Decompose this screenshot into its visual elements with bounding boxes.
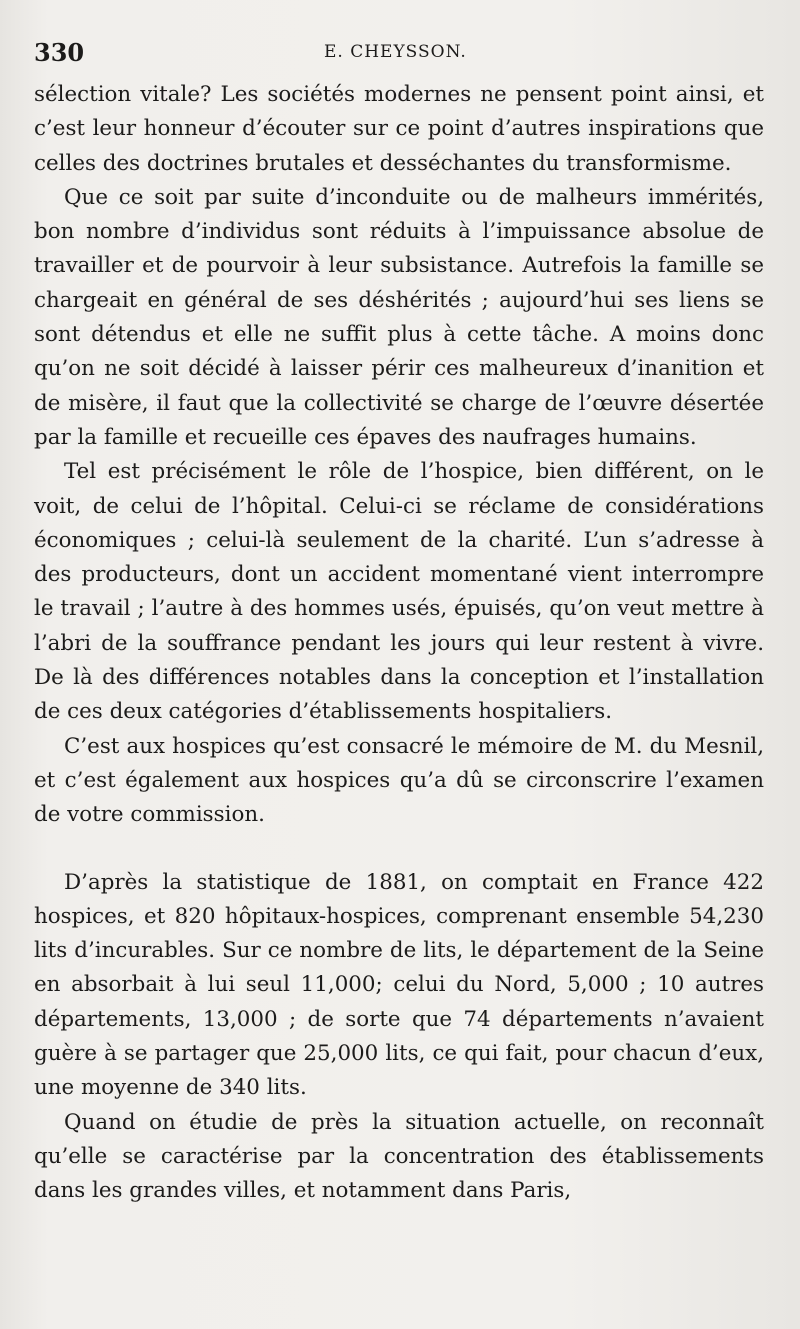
paragraph: Tel est précisément le rôle de l’hospice, bien différent, on le voit, de celui de l’hôpital. Celui-ci se réclame de considérations économiques ; celui-là seulement de la charité. L’un s’adresse à des producteurs, dont un accident momentané vient interrompre le travail ; l’autre à des hommes usés, épuisés, qu’on veut mettre à l’abri de la souffrance pendant les jours qui leur restent à vivre. De là des différences notables dans la conception et l’installation de ces deux catégories d’établissements hospitaliers. bbox=[34, 459, 764, 725]
paragraph: Quand on étudie de près la situation actuelle, on reconnaît qu’elle se caractérise par la concentration des établissements dans les grandes villes, et notamment dans Paris, bbox=[34, 1109, 764, 1204]
body-text bbox=[34, 78, 764, 1209]
page-number: 330 bbox=[34, 38, 85, 67]
paragraph: D’après la statistique de 1881, on comptait en France 422 hospices, et 820 hôpitaux-hospices, comprenant ensemble 54,230 lits d’incurables. Sur ce nombre de lits, le département de la Seine en absorbait à lui seul 11,000; celui du Nord, 5,000 ; 10 autres départements, 13,000 ; de sorte que 74 départements n’avaient guère à se partager que 25,000 lits, ce qui fait, pour chacun d’eux, une moyenne de 340 lits. bbox=[34, 869, 764, 1101]
page-header bbox=[34, 38, 764, 68]
paragraph: Que ce soit par suite d’inconduite ou de malheurs immérités, bon nombre d’individus sont réduits à l’impuissance absolue de travailler et de pourvoir à leur subsistance. Autrefois la famille se chargeait en général de ses déshérités ; aujourd’hui ses liens se sont détendus et elle ne suffit plus à cette tâche. A moins donc qu’on ne soit décidé à laisser périr ces malheureux d’inanition et de misère, il faut que la collectivité se charge de l’œuvre désertée par la famille et recueille ces épaves des naufrages humains. bbox=[34, 184, 764, 450]
paragraph: sélection vitale? Les sociétés modernes ne pensent point ainsi, et c’est leur honneur d’écouter sur ce point d’autres inspirations que celles des doctrines brutales et desséchantes du transformisme. bbox=[34, 82, 764, 176]
paragraph: C’est aux hospices qu’est consacré le mémoire de M. du Mesnil, et c’est également aux hospices qu’a dû se circonscrire l’examen de votre commission. bbox=[34, 733, 764, 828]
section-gap bbox=[34, 833, 764, 866]
running-head: E. CHEYSSON. bbox=[324, 42, 467, 62]
